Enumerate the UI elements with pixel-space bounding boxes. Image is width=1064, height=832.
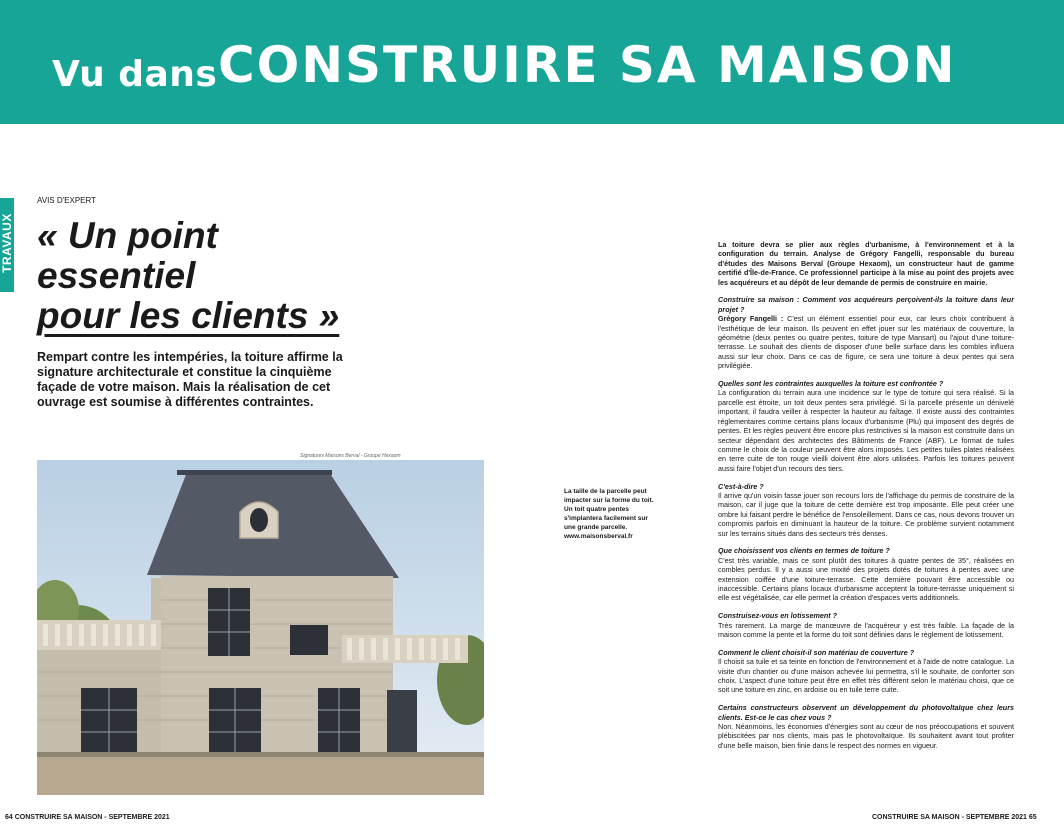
magazine-logo: CONSTRUIRE SA MAISON bbox=[218, 36, 957, 94]
banner-prefix: Vu dans bbox=[52, 54, 218, 95]
header-banner bbox=[0, 0, 1064, 124]
photo-credit: Signatures Maisons Berval - Groupe Hexaom bbox=[300, 453, 401, 459]
question: Comment le client choisit-il son matériau de couverture ? bbox=[718, 647, 915, 657]
question: Construisez-vous en lotissement ? bbox=[718, 611, 838, 621]
headline-line: essentiel bbox=[37, 255, 196, 296]
article-intro: Rempart contre les intempéries, la toiture affirme la signature architecturale et constitue la cinquième façade de votre maison. Mais la réalisation de cet ouvrage est soumise à différentes contraintes. bbox=[37, 350, 343, 409]
article-body bbox=[718, 240, 1014, 759]
question: Certains constructeurs observent un développement du photovoltaïque chez leurs clients. Est-ce le cas chez vous ? bbox=[718, 703, 1014, 722]
answer bbox=[718, 314, 1014, 370]
answer: C'est très variable, mais ce sont plutôt des toitures à quatre pentes de 35°, réalisées en combles perdus. Il y a aussi une mixité des projets dotés de toitures à pentes avec une extension coiffée d'une toiture-terrasse. Cette dernière pouvant être accessible ou inaccessible. Certains plans locaux d'urbanisme acceptent la toiture-terrasse uniquement si elle est végétalisée, car elle permet la création d'espaces verts additionnels. bbox=[718, 555, 1014, 603]
house-photo bbox=[37, 460, 484, 795]
answer: Il choisit sa tuile et sa teinte en fonction de l'environnement et à l'aide de notre catalogue. La visite d'un chantier ou d'une maison achevée lui permettra, s'il le souhaite, de conforter son choix. L'aspect d'une toiture peut être en effet très différent selon le matériau choisi, que ce soit une toiture en zinc, en ardoise ou en tuile terre cuite. bbox=[718, 657, 1014, 695]
footer-left: 64 CONSTRUIRE SA MAISON - SEPTEMBRE 2021 bbox=[5, 814, 170, 821]
article-lead: La toiture devra se plier aux règles d'urbanisme, à l'environnement et à la configuration du terrain. Analyse de Grégory Fangelli, responsable du bureau d'études des Maisons Berval (Groupe Hexaom), un constructeur haut de gamme certifié d'Île-de-France. Ce professionnel participe à la mise au point des projets avec les acquéreurs et au dépôt de leur demande de permis de construire en mairie. bbox=[718, 240, 1014, 287]
article-headline bbox=[37, 216, 417, 336]
footer-right: CONSTRUIRE SA MAISON - SEPTEMBRE 2021 65 bbox=[872, 814, 1037, 821]
answer-speaker: Grégory Fangelli : bbox=[718, 314, 784, 324]
headline-line: pour les clients » bbox=[37, 295, 340, 336]
answer: La configuration du terrain aura une incidence sur le type de toiture qui sera réalisé. Si la parcelle est étroite, un toit deux pentes sera privilégié. Si la parcelle présente un dénivelé important, il faudra veiller à respecter la hauteur au faîtage. Il existe aussi des contraintes réglementaires comme certains plans locaux d'urbanisme (Plu) qui imposent des degrés de pentes. Et les règles peuvent être encore plus restrictives si la maison est construite dans un secteur dépendant des architectes des Bâtiments de France (ABF). Le format de tuiles comme le choix de la couleur peuvent être alors imposés. Les petites tuiles plates réalisées en terre cuite de ton rouge vieilli doivent être alors utilisées. Parfois les toitures peuvent aussi faire l'objet d'un recours des tiers. bbox=[718, 388, 1014, 473]
section-tab bbox=[0, 198, 14, 292]
question: Quelles sont les contraintes auxquelles la toiture est confrontée ? bbox=[718, 379, 944, 389]
headline-line: « Un point bbox=[37, 215, 218, 256]
section-tab-label: TRAVAUX bbox=[0, 213, 14, 273]
rubric-label: AVIS D'EXPERT bbox=[37, 196, 97, 205]
answer: Très rarement. La marge de manœuvre de l'acquéreur y est très faible. La façade de la maison comme la pente et la forme du toit sont définies dans le règlement de lotissement. bbox=[718, 620, 1014, 639]
question: Construire sa maison : Comment vos acquéreurs perçoivent-ils la toiture dans leur projet ? bbox=[718, 295, 1014, 314]
answer: Il arrive qu'un voisin fasse jouer son recours lors de l'affichage du permis de construire de la maison, car il juge que la toiture de cette dernière est trop imposante. Elle peut créer une ombre lui faisant perdre le bénéfice de l'ensoleillement. Dans ce cas, nous devons trouver un compromis parfois en diminuant la hauteur de la toiture. Ce problème survient notamment sur les terrains situés dans des secteurs très denses. bbox=[718, 490, 1014, 538]
photo-caption: La taille de la parcelle peut impacter sur la forme du toit. Un toit quatre pentes s'implantera facilement sur une grande parcelle. www.maisonsberval.fr bbox=[564, 488, 654, 540]
answer: Non. Néanmoins, les économies d'énergies sont au cœur de nos préoccupations et souvent plébiscitées par nos clients, mais pas le photovoltaïque. Ils souhaitent avant tout profiter d'une belle maison, bien finie dans le respect des normes en vigueur. bbox=[718, 722, 1014, 750]
answer-text: C'est un élément essentiel pour eux, car leurs choix contribuent à l'esthétique de leur maison. Ils peuvent en effet jouer sur les matériaux de couverture, la géométrie (deux pentes ou quatre pentes, toiture de type Mansart) ou l'ajout d'une toiture-terrasse. Le souhait des clients de disposer d'une belle surface dans les combles influera aussi sur leur choix. Dans ce cas de figure, ce sera une toiture à deux pentes qui sera privilégiée. bbox=[718, 314, 1014, 371]
question: Que choisissent vos clients en termes de toiture ? bbox=[718, 546, 890, 556]
question: C'est-à-dire ? bbox=[718, 481, 764, 491]
